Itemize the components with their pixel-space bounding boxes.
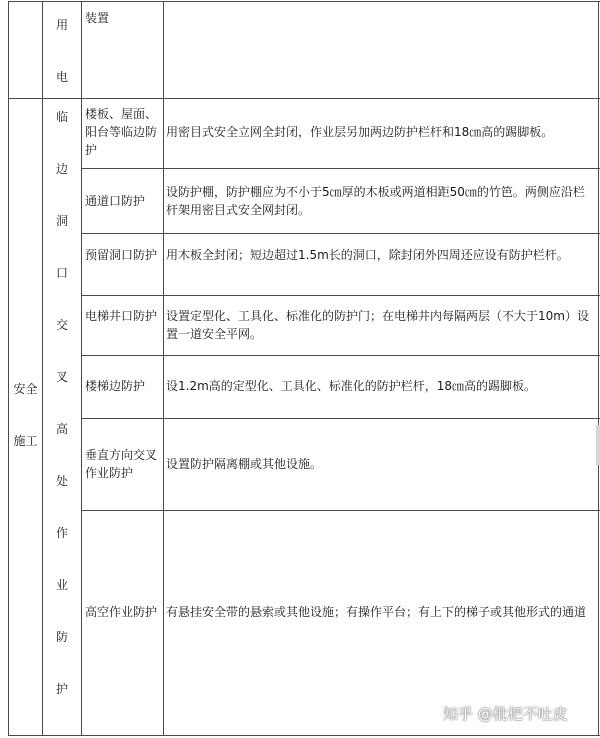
subcategory-char: 护 bbox=[55, 682, 68, 696]
item-cell: 垂直方向交叉作业防护 bbox=[85, 448, 158, 480]
item-cell: 预留洞口防护 bbox=[85, 248, 158, 262]
subcategory-char: 作 bbox=[55, 526, 68, 540]
description-cell: 用木板全封闭；短边超过1.5m长的洞口，除封闭外四周还应设有防护栏杆。 bbox=[166, 248, 569, 262]
subcategory-cell-power bbox=[43, 0, 81, 98]
item-cell: 楼板、屋面、阳台等临边防护 bbox=[85, 107, 158, 157]
table-bottom-border bbox=[8, 735, 600, 736]
description-cell: 设置防护隔离棚或其他设施。 bbox=[166, 457, 323, 471]
item-cell: 电梯井口防护 bbox=[85, 309, 158, 323]
category-cell bbox=[9, 99, 42, 735]
row-divider bbox=[81, 355, 600, 356]
subcategory-cell bbox=[43, 99, 81, 735]
row-divider bbox=[81, 233, 600, 234]
subcategory-char: 临 bbox=[55, 110, 68, 124]
description-cell: 设防护棚，防护棚应为不小于5㎝厚的木板或两道相距50㎝的竹笆。两侧应沿栏杆架用密目式安全网封闭。 bbox=[166, 185, 585, 217]
subcategory-char: 防 bbox=[55, 630, 68, 644]
subcategory-char: 用 bbox=[55, 18, 68, 32]
category-char: 安全 bbox=[13, 382, 38, 396]
description-cell: 有悬挂安全带的悬索或其他设施；有操作平台；有上下的梯子或其他形式的通道 bbox=[166, 605, 587, 619]
row-divider bbox=[81, 418, 600, 419]
description-cell: 用密目式安全立网全封闭，作业层另加两边防护栏杆和18㎝高的踢脚板。 bbox=[166, 125, 554, 139]
subcategory-char: 口 bbox=[55, 266, 68, 280]
watermark: 知乎 @枇杷不吐皮 bbox=[443, 705, 568, 723]
item-cell: 高空作业防护 bbox=[85, 605, 158, 619]
column-divider bbox=[81, 1, 82, 736]
subcategory-char: 高 bbox=[55, 422, 68, 436]
subcategory-char: 叉 bbox=[55, 370, 68, 384]
item-cell: 楼梯边防护 bbox=[85, 379, 146, 393]
row-divider bbox=[81, 168, 600, 169]
subcategory-char: 洞 bbox=[55, 214, 68, 228]
row-divider bbox=[81, 510, 600, 511]
subcategory-char: 电 bbox=[55, 70, 68, 84]
row-divider bbox=[8, 98, 600, 99]
description-cell: 设1.2m高的定型化、工具化、标准化的防护栏杆，18㎝高的踢脚板。 bbox=[166, 379, 537, 393]
subcategory-char: 交 bbox=[55, 318, 68, 332]
row-divider bbox=[81, 295, 600, 296]
category-char: 施工 bbox=[13, 434, 38, 448]
subcategory-char: 业 bbox=[55, 578, 68, 592]
subcategory-char: 处 bbox=[55, 474, 68, 488]
column-divider bbox=[163, 1, 164, 736]
subcategory-char: 边 bbox=[55, 162, 68, 176]
item-cell: 装置 bbox=[85, 11, 110, 25]
table-top-border bbox=[8, 1, 600, 2]
scrollbar[interactable] bbox=[596, 425, 600, 465]
table-right-border bbox=[598, 1, 599, 736]
item-cell: 通道口防护 bbox=[85, 194, 146, 208]
description-cell: 设置定型化、工具化、标准化的防护门；在电梯井内每隔两层（不大于10m）设置一道安全平网。 bbox=[166, 309, 589, 341]
